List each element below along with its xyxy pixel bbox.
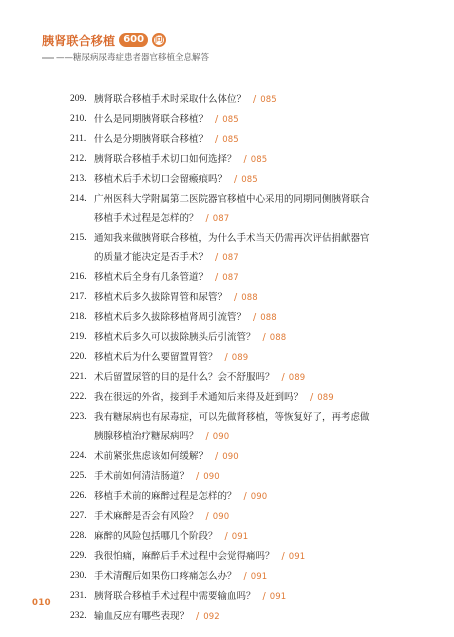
- entry-number: 216.: [70, 272, 87, 282]
- entry-body: [94, 408, 392, 447]
- entry-body: [94, 467, 392, 487]
- page-number: 010: [32, 598, 51, 608]
- entry-line-1: [94, 110, 392, 130]
- entry-line-2: [94, 248, 392, 268]
- page-separator: /: [215, 272, 219, 283]
- entry-line-1: [94, 170, 392, 190]
- entry-line-1: 通知我来做胰肾联合移植，为什么手术当天仍需再次评估捐献器官: [94, 233, 370, 244]
- toc-entry-225: [70, 467, 392, 487]
- book-subtitle: ——糖尿病尿毒症患者器官移植全息解答: [56, 53, 210, 63]
- entry-page-number: 090: [203, 472, 220, 482]
- entry-number: 223.: [70, 412, 87, 422]
- page-separator: /: [196, 611, 200, 622]
- entry-line-1: [94, 288, 392, 308]
- entry-line-1: 广州医科大学附属第二医院器官移植中心采用的同期同侧胰肾联合: [94, 194, 370, 205]
- entry-title: 移植术后为什么要留置胃管？: [94, 352, 218, 363]
- book-subtitle-row: [42, 51, 372, 63]
- entry-line-1: [94, 268, 392, 288]
- entry-title: 手术前如何清洁肠道？: [94, 471, 190, 482]
- entry-body: [94, 268, 392, 288]
- page-separator: /: [243, 154, 247, 165]
- entry-page-number: 091: [288, 552, 306, 562]
- entry-title: 我在很远的外省，接到手术通知后来得及赶到吗？: [94, 392, 304, 403]
- entry-page-number: 085: [222, 135, 239, 145]
- page-separator: /: [215, 252, 219, 263]
- entry-line-1: [94, 308, 392, 328]
- entry-line-1: [94, 487, 392, 507]
- entry-title: 移植术后全身有几条管道？: [94, 272, 209, 283]
- entry-body: [94, 130, 392, 150]
- entry-page-number: 091: [269, 592, 287, 602]
- entry-page-number: 085: [260, 95, 277, 105]
- entry-number: 229.: [70, 551, 87, 561]
- page-separator: /: [224, 531, 228, 542]
- page-separator: /: [243, 571, 247, 582]
- subtitle-dash: [42, 57, 54, 58]
- entry-body: [94, 308, 392, 328]
- entry-body: [94, 567, 392, 587]
- toc-entry-224: [70, 447, 392, 467]
- page-separator: /: [243, 491, 247, 502]
- entry-line-1: [94, 368, 392, 388]
- entry-number: 228.: [70, 531, 87, 541]
- entry-body: [94, 90, 392, 110]
- entry-number: 220.: [70, 352, 87, 362]
- page-separator: /: [262, 591, 266, 602]
- entry-page-number: 091: [231, 532, 249, 542]
- entry-line-2: [94, 427, 392, 447]
- entry-page-number: 091: [250, 572, 268, 582]
- toc-entry-228: [70, 527, 392, 547]
- entry-line-1: [94, 607, 392, 627]
- entry-line-2: [94, 209, 392, 229]
- entry-title: 移植手术过程是怎样的？: [94, 213, 199, 224]
- page-separator: /: [215, 114, 219, 125]
- entry-title: 输血反应有哪些表现？: [94, 611, 190, 622]
- page-separator: /: [281, 551, 285, 562]
- entry-title: 什么是分期胰肾联合移植？: [94, 134, 209, 145]
- entry-line-1: [94, 90, 392, 110]
- page-separator: /: [215, 451, 219, 462]
- page-separator: /: [196, 471, 200, 482]
- entry-page-number: 089: [317, 393, 334, 403]
- toc-entry-218: [70, 308, 392, 328]
- toc-entry-229: [70, 547, 392, 567]
- book-title: 胰肾联合移植: [42, 33, 116, 48]
- toc-entry-232: [70, 607, 392, 627]
- toc-entry-210: [70, 110, 392, 130]
- toc-entry-230: [70, 567, 392, 587]
- entry-number: 219.: [70, 332, 87, 342]
- entry-page-number: 088: [241, 293, 258, 303]
- toc-entry-220: [70, 348, 392, 368]
- entry-number: 225.: [70, 471, 87, 481]
- toc-entry-209: [70, 90, 392, 110]
- entry-number: 215.: [70, 233, 87, 243]
- entry-page-number: 088: [269, 333, 287, 343]
- entry-body: [94, 288, 392, 308]
- entry-title: 麻醉的风险包括哪几个阶段？: [94, 531, 218, 542]
- entry-title: 胰肾联合移植手术过程中需要输血吗？: [94, 591, 256, 602]
- entry-title: 移植术后手术切口会留瘢痕吗？: [94, 174, 228, 185]
- entry-page-number: 089: [231, 353, 249, 363]
- entry-number: 217.: [70, 292, 87, 302]
- entry-page-number: 092: [203, 612, 220, 622]
- entry-title: 移植术后多久可以拔除胰头后引流管？: [94, 332, 256, 343]
- entry-page-number: 085: [222, 115, 239, 125]
- entry-page-number: 089: [288, 373, 306, 383]
- toc-entry-219: [70, 328, 392, 348]
- entry-page-number: 090: [212, 512, 230, 522]
- toc-entry-226: [70, 487, 392, 507]
- entry-number: 209.: [70, 94, 87, 104]
- entry-title: 胰腺移植治疗糖尿病吗？: [94, 431, 199, 442]
- entry-title: 我很怕痛，麻醉后手术过程中会觉得痛吗？: [94, 551, 275, 562]
- entry-title: 移植术后多久拔除移植肾周引流管？: [94, 312, 247, 323]
- entry-number: 230.: [70, 571, 87, 581]
- entry-body: [94, 487, 392, 507]
- page-separator: /: [262, 332, 266, 343]
- entry-number: 212.: [70, 154, 87, 164]
- toc-entry-231: [70, 587, 392, 607]
- page-separator: /: [281, 372, 285, 383]
- book-title-question-mark: 问: [152, 33, 166, 47]
- entry-body: [94, 527, 392, 547]
- page-separator: /: [205, 431, 209, 442]
- page-separator: /: [234, 292, 238, 303]
- entry-line-1: [94, 587, 392, 607]
- entry-title: 术后留置尿管的目的是什么？会不舒服吗？: [94, 372, 275, 383]
- entry-number: 221.: [70, 372, 87, 382]
- page-separator: /: [310, 392, 314, 403]
- entry-body: [94, 348, 392, 368]
- entry-page-number: 087: [212, 214, 230, 224]
- entry-title: 移植术后多久拔除胃管和尿管？: [94, 292, 228, 303]
- entry-page-number: 085: [241, 175, 258, 185]
- entry-title: 手术麻醉是否会有风险？: [94, 511, 199, 522]
- entry-number: 227.: [70, 511, 87, 521]
- entry-body: [94, 388, 392, 408]
- toc-entry-227: [70, 507, 392, 527]
- entry-number: 218.: [70, 312, 87, 322]
- entry-number: 231.: [70, 591, 87, 601]
- entry-page-number: 088: [260, 313, 277, 323]
- book-title-row: [42, 31, 372, 49]
- entry-line-1: [94, 467, 392, 487]
- entry-page-number: 090: [212, 432, 230, 442]
- page-separator: /: [224, 352, 228, 363]
- toc-entry-221: [70, 368, 392, 388]
- toc-entry-212: [70, 150, 392, 170]
- entry-title: 胰肾联合移植手术切口如何选择？: [94, 154, 237, 165]
- entry-title: 移植手术前的麻醉过程是怎样的？: [94, 491, 237, 502]
- toc-entry-217: [70, 288, 392, 308]
- page-header: [42, 31, 372, 63]
- entry-number: 232.: [70, 611, 87, 621]
- entry-number: 226.: [70, 491, 87, 501]
- entry-body: [94, 368, 392, 388]
- entry-title: 胰肾联合移植手术时采取什么体位？: [94, 94, 247, 105]
- entry-number: 224.: [70, 451, 87, 461]
- entry-number: 213.: [70, 174, 87, 184]
- entry-body: [94, 229, 392, 268]
- entry-line-1: [94, 547, 392, 567]
- page-separator: /: [205, 511, 209, 522]
- entry-page-number: 090: [222, 452, 239, 462]
- page-separator: /: [234, 174, 238, 185]
- entry-line-1: [94, 130, 392, 150]
- entry-line-1: [94, 328, 392, 348]
- entry-body: [94, 587, 392, 607]
- entry-number: 210.: [70, 114, 87, 124]
- entry-line-1: [94, 527, 392, 547]
- entry-line-1: [94, 507, 392, 527]
- entry-body: [94, 110, 392, 130]
- entry-body: [94, 447, 392, 467]
- page-separator: /: [253, 312, 257, 323]
- entry-number: 222.: [70, 392, 87, 402]
- entry-title: 手术清醒后如果伤口疼痛怎么办？: [94, 571, 237, 582]
- entry-body: [94, 507, 392, 527]
- entry-line-1: [94, 388, 392, 408]
- entry-line-1: [94, 348, 392, 368]
- entry-body: [94, 170, 392, 190]
- entry-number: 211.: [70, 134, 87, 144]
- entry-line-1: 我有糖尿病也有尿毒症，可以先做肾移植，等恢复好了，再考虑做: [94, 412, 370, 423]
- book-title-badge: 600: [119, 33, 148, 47]
- page-separator: /: [215, 134, 219, 145]
- entry-body: [94, 328, 392, 348]
- entry-line-1: [94, 447, 392, 467]
- toc-entry-222: [70, 388, 392, 408]
- entry-number: 214.: [70, 194, 87, 204]
- entry-line-1: [94, 150, 392, 170]
- toc-entry-215: [70, 229, 392, 268]
- entry-page-number: 085: [250, 155, 268, 165]
- entry-line-1: [94, 567, 392, 587]
- entry-title: 的质量才能决定是否手术？: [94, 252, 209, 263]
- table-of-contents: [70, 90, 392, 627]
- entry-page-number: 087: [222, 253, 239, 263]
- entry-body: [94, 607, 392, 627]
- entry-body: [94, 150, 392, 170]
- page-separator: /: [253, 94, 257, 105]
- toc-entry-216: [70, 268, 392, 288]
- page-separator: /: [205, 213, 209, 224]
- toc-entry-211: [70, 130, 392, 150]
- toc-entry-223: [70, 408, 392, 447]
- toc-entry-214: [70, 190, 392, 229]
- toc-entry-213: [70, 170, 392, 190]
- entry-page-number: 090: [250, 492, 268, 502]
- entry-title: 术前紧张焦虑该如何缓解？: [94, 451, 209, 462]
- entry-title: 什么是同期胰肾联合移植？: [94, 114, 209, 125]
- entry-body: [94, 547, 392, 567]
- entry-body: [94, 190, 392, 229]
- entry-page-number: 087: [222, 273, 239, 283]
